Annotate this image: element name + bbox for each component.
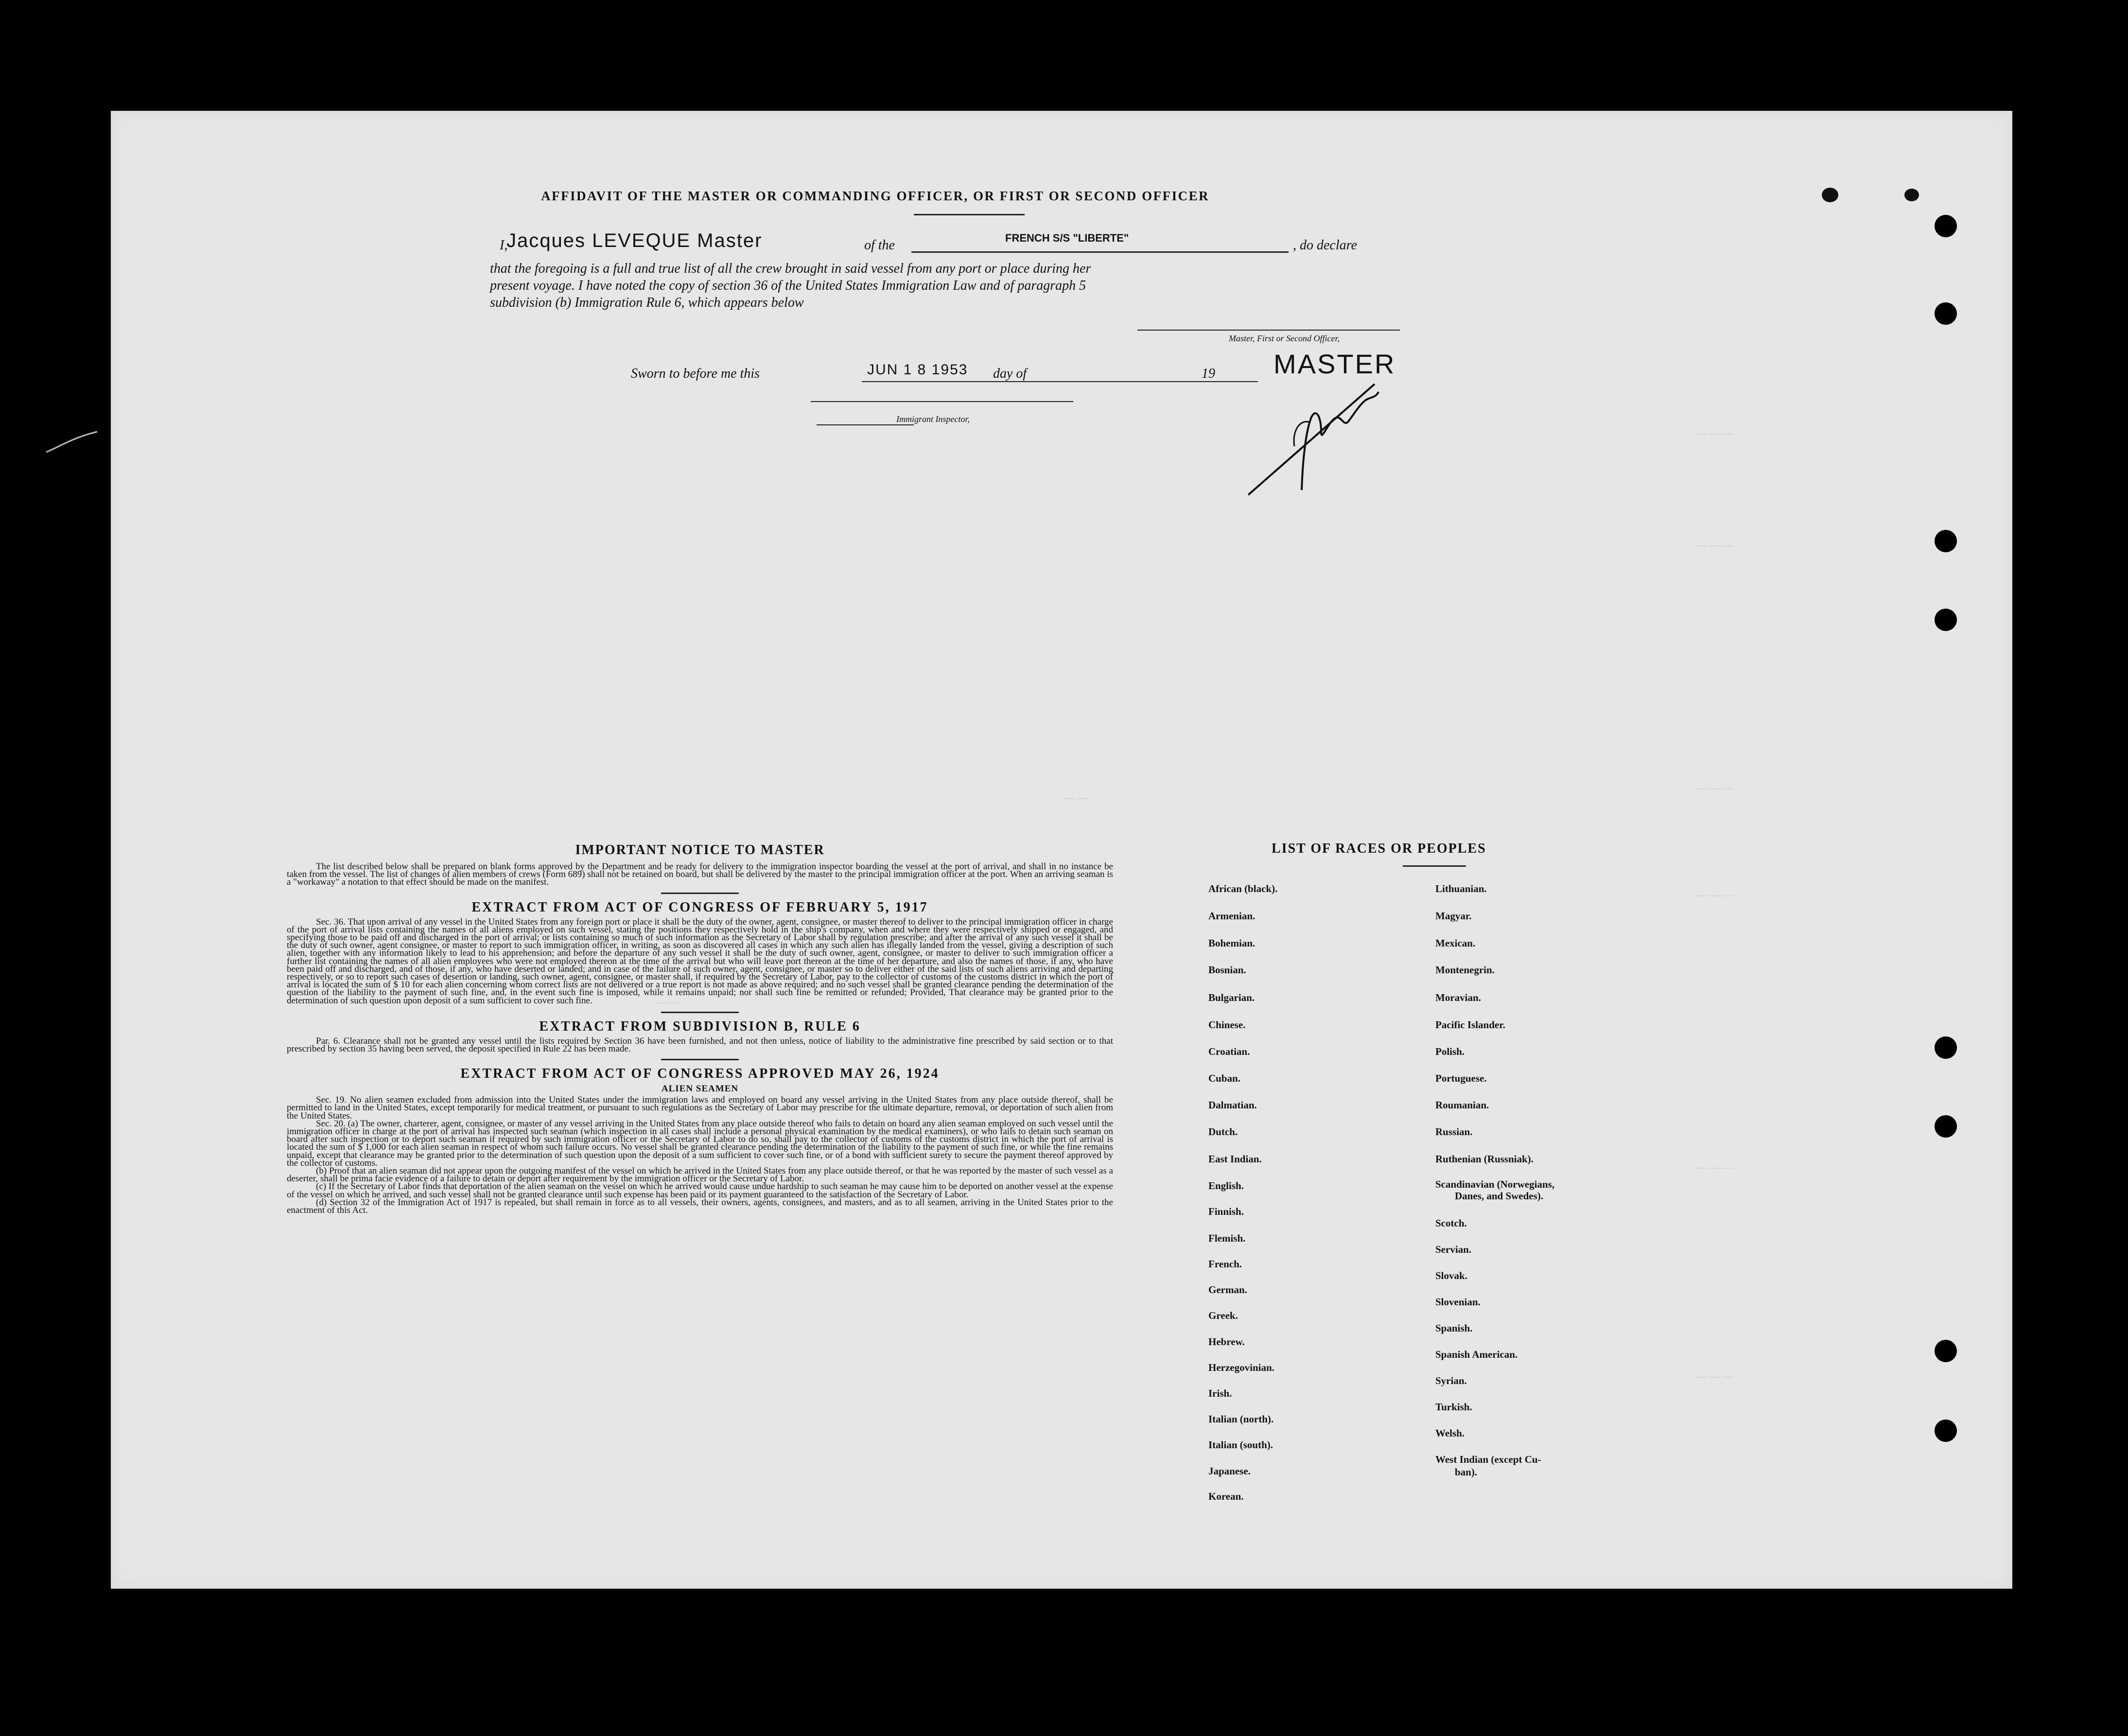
body-line: subdivision (b) Immigration Rule 6, which appears below (490, 295, 804, 310)
race-item: Chinese. (1208, 1019, 1246, 1031)
race-item: Moravian. (1435, 992, 1481, 1003)
officer-caption: Master, First or Second Officer, (1229, 333, 1340, 343)
race-item: Irish. (1208, 1387, 1232, 1399)
race-item: Syrian. (1435, 1375, 1467, 1386)
punch-hole (1935, 530, 1957, 552)
month-line (1040, 381, 1218, 382)
extract3-subheading: ALIEN SEAMEN (661, 1084, 739, 1094)
extract2-paragraph: Par. 6. Clearance shall not be granted any vessel until the lists required by Section 36 have been furnished, and not then unless, notice of liability to the administrative fine prescribed by said section or to that prescribed by section 35 having been served, the deposit specified in Rule 22 has been made. (287, 1035, 1113, 1054)
day-of-label: day of (993, 366, 1027, 381)
race-item: Finnish. (1208, 1206, 1244, 1217)
race-item: Polish. (1435, 1046, 1465, 1057)
race-item: Greek. (1208, 1310, 1238, 1321)
binding-mark (1822, 188, 1838, 202)
race-item: Bosnian. (1208, 964, 1246, 976)
affidavit-title: AFFIDAVIT OF THE MASTER OR COMMANDING OFFICER, OR FIRST OR SECOND OFFICER (541, 189, 1210, 203)
race-item: Russian. (1435, 1126, 1473, 1138)
extract2-heading: EXTRACT FROM SUBDIVISION B, RULE 6 (539, 1018, 861, 1034)
race-item: Scotch. (1435, 1217, 1467, 1229)
race-item: Bohemian. (1208, 937, 1256, 949)
title-underline (914, 214, 1025, 215)
race-item: African (black). (1208, 883, 1278, 894)
sworn-date-stamp: JUN 1 8 1953 (867, 362, 968, 378)
race-item: Flemish. (1208, 1232, 1246, 1244)
race-item: German. (1208, 1284, 1247, 1296)
year-prefix: 19 (1202, 366, 1215, 381)
race-item: Turkish. (1435, 1401, 1472, 1413)
race-item: Slovak. (1435, 1270, 1467, 1281)
divider (661, 1059, 739, 1060)
race-item: Danes, and Swedes). (1455, 1190, 1544, 1202)
divider (661, 1012, 739, 1013)
master-stamp: MASTER (1273, 349, 1396, 379)
race-item: Lithuanian. (1435, 883, 1487, 894)
race-item: East Indian. (1208, 1153, 1262, 1165)
extract1-heading: EXTRACT FROM ACT OF CONGRESS OF FEBRUARY 5, 1917 (471, 899, 928, 915)
extract3-paragraph: (c) If the Secretary of Labor finds that deportation of the alien seaman on the vessel on which he arrived would cause undue hardship to such seaman he may cause him to be deported on another vessel at the expense of the vessel on which he arrived, and such vessel shall not be granted clearance until such expense has been paid or its payment guaranteed to the satisfaction of the Secretary of Labor. (287, 1181, 1113, 1200)
master-name: Jacques LEVEQUE Master (506, 230, 763, 251)
race-item: Slovenian. (1435, 1296, 1481, 1308)
notice-paragraph: The list described below shall be prepared on blank forms approved by the Department and be ready for delivery to the immigration inspector boarding the vessel at the port of arrival, and shall in no instance be taken from the vessel. The list of changes of alien members of crews (Form 689) shall not be retained on board, but shall be delivered by the master to the principal immigration officer at the port. When an arriving seaman is a "workaway" a notation to that effect should be made on the manifest. (287, 861, 1113, 888)
vessel-name: FRENCH S/S "LIBERTE" (1005, 232, 1129, 244)
punch-hole (1935, 1340, 1957, 1362)
punch-hole (1935, 1420, 1957, 1442)
notice-heading: IMPORTANT NOTICE TO MASTER (575, 842, 825, 858)
line1-of-the: of the (864, 238, 895, 253)
race-item: Magyar. (1435, 910, 1472, 922)
race-item: Montenegrin. (1435, 964, 1495, 976)
races-divider (1403, 865, 1466, 867)
punch-hole (1935, 302, 1957, 325)
race-item: Scandinavian (Norwegians, (1435, 1178, 1555, 1190)
race-item: Servian. (1435, 1244, 1472, 1255)
binding-mark (1904, 189, 1919, 201)
race-item: Roumanian. (1435, 1099, 1489, 1111)
races-column-2 (1435, 883, 1640, 1622)
race-item: Dalmatian. (1208, 1099, 1257, 1111)
divider (661, 893, 739, 894)
race-item: Hebrew. (1208, 1336, 1245, 1348)
line1-prefix: I, (500, 238, 508, 253)
race-item: Croatian. (1208, 1046, 1250, 1057)
race-item: Pacific Islander. (1435, 1019, 1505, 1031)
extract3-paragraph: (b) Proof that an alien seaman did not appear upon the outgoing manifest of the vessel on which he arrived in the United States from any place outside thereof, or that he was reported by the master of such vessel as a deserter, shall be prima facie evidence of a failure to detain or deport after requirement by the immigration officer or the Secretary of Labor. (287, 1166, 1113, 1184)
master-signature (1248, 373, 1404, 519)
affidavit-body (490, 260, 1511, 311)
punch-hole (1935, 1115, 1957, 1138)
body-line: that the foregoing is a full and true list of all the crew brought in said vessel from any port or place during her (490, 261, 1091, 276)
races-column-1 (1208, 883, 1413, 1622)
race-item: Dutch. (1208, 1126, 1238, 1138)
race-item: Bulgarian. (1208, 992, 1255, 1003)
punch-hole (1935, 215, 1957, 237)
races-heading: LIST OF RACES OR PEOPLES (1272, 841, 1486, 856)
affidavit-line1 (500, 230, 1520, 254)
document-page: — — — — — — — — — — — — — — — — — — — — — — AFFIDAVIT OF THE MASTER OR COMMANDING OFFICER, OR FIRST OR SECOND OFFICER I, Jacques LEVEQUE Master of the FRENCH S/S "LIBERTE" , do declare that the foregoing is a full and true list of all the crew brought in said vessel from any port or place during her present voyage. I have noted the copy of section 36 of the United States Immigration Law and of paragraph 5 subdivision (b) Immigration Rule 6, which appears below Master, First or Second Officer, Sworn to before me this JUN 1 8 1953 day of 19 MASTER Immigrant Inspector, IMPORTANT NOTICE TO MASTER The list described below shall be prepared on blank forms approved by the Department and be ready for delivery to the immigration inspector boarding the vessel at the port of arrival, and shall in no instance be taken from the vessel. The list of changes of alien members of crews (Form 689) shall not be retained on board, but shall be delivered by the master to the principal immigration officer at the port. When an arriving seaman is a "workaway" a notation to that effect should be made on the manifest. EXTRACT FROM ACT OF CONGRESS OF FEBRUARY 5, 1917 Sec. 36. That upon arrival of any vessel in the United States from any foreign port or place it shall be the duty of the owner, agent, consignee, or master thereof to deliver to the principal immigration officer in charge of the port of arrival lists containing the names of all aliens employed on such vessel, stating the positions they respectively hold in the ship's company, when and where they were respectively shipped or engaged, and specifying those to be paid off and discharged in the port of arrival; or lists containing so much of such information as the Secretary of Labor shall by regulation prescribe; and after the arrival of any such vessel it shall be the duty of such owner, agent consignee, or master to report to such immigration officer, in writing, as soon as discovered all cases in which any such alien has illegally landed from the vessel, giving a description of such alien, together with any information likely to lead to his apprehension; and before the departure of any such vessel it shall be the duty of such owner, agent, consignee, or master to deliver to such immigration officer a further list containing the names of all alien employees who were not employed thereon at the time of the arrival but who will leave port thereon at the time of her departure, and also the names of those, if any, who have been paid off and discharged, and of those, if any, who have deserted or landed; and in case of the failure of such owner, agent, consignee, or master so to deliver either of the said lists of such aliens arriving and departing respectively, or so to report such cases of desertion or landing, such owner, agent, consignee, or master shall, if required by the Secretary of Labor, pay to the collector of customs of the customs district in which the port of arrival is located the sum of $ 10 for each alien concerning whom correct lists are not delivered or a true report is not made as above required; and no such vessel shall be granted clearance pending the determination of the question of the liability to the payment of such fine, and, in the event such fine is imposed, while it remains unpaid; nor shall such fine be remitted or refunded; Provided, That clearance may be granted prior to the determination of such question upon deposit of a sum sufficient to cover such fine. EXTRACT FROM SUBDIVISION B, RULE 6 Par. 6. Clearance shall not be granted any vessel until the lists required by Section 36 have been furnished, and not then unless, notice of liability to the administrative fine prescribed by said section or to that prescribed by section 35 having been served, the deposit specified in Rule 22 has been made. EXTRACT FROM ACT OF CONGRESS APPROVED MAY 26, 1924 ALIEN SEAMEN Sec. 19. No alien seamen excluded from admission into the United States under the immigration laws and employed on board any vessel arriving in the United States from any place outside thereof, shall be permitted to land in the United States, except temporarily for medical treatment, or pursuant to such regulations as the Secretary of Labor may prescribe for the ultimate departure, removal, or deportation of such alien from the United States. Sec. 20. (a) The owner, charterer, agent, consignee, or master of any vessel arriving in the United States from any place outside thereof who fails to detain on board any alien seaman employed on such vessel until the immigration officer in charge at the port of arrival has inspected such seaman (which inspection in all cases shall include a personal physical examination by the medical examiners), or who fails to detain such seaman on board after such inspection or to deport such seaman if required by such immigration officer or the Secretary of Labor to do so, shall pay to the collector of customs of the customs district in which the port of arrival is located the sum of $ 1,000 for each alien seaman in respect of whom such failure occurs. No vessel shall be granted clearance pending the determination of the liability to the payment of such fine, or while the fine remains unpaid, except that clearance may be granted prior to the determination of such question upon the deposit of a sum sufficient to cover such fine, or of a bond with sufficient surety to secure the payment thereof approved by the collector of customs. (b) Proof that an alien seaman did not appear upon the outgoing manifest of the vessel on which he arrived in the United States from any place outside thereof, or that he was reported by the master of such vessel as a deserter, shall be prima facie evidence of a failure to detain or deport after requirement by the immigration officer or the Secretary of Labor. (c) If the Secretary of Labor finds that deportation of the alien seaman on the vessel on which he arrived would cause undue hardship to such seaman he may cause him to be deported on another vessel at the expense of the vessel on which he arrived, and such vessel shall not be granted clearance until such expense has been paid or its payment guaranteed to the satisfaction of the Secretary of Labor. (d) Section 32 of the Immigration Act of 1917 is repealed, but shall remain in force as to all vessels, their owners, agents, consignees, and masters, and as to all seamen, arriving in the United States prior to the enactment of this Act. LIST OF RACES OR PEOPLES African (black). Armenian. Bohemian. Bosnian. Bulgarian. Chinese. Croatian. Cuban. Dalmatian. Dutch. East Indian. English. Finnish. Flemish. French. German. Greek. Hebrew. Herzegovinian. Irish. Italian (north). Italian (south). Japanese. Korean. Lithuanian. Magyar. Mexican. Montenegrin. Moravian. Pacific Islander. Polish. Portuguese. Roumanian. Russian. Ruthenian (Russniak). Scandinavian (Norwegians, Danes, and Swedes). Scotch. Servian. Slovak. Slovenian. Spanish. Spanish American. Syrian. Turkish. Welsh. West Indian (except Cu- ban). (111, 111, 2012, 1589)
punch-hole (1935, 1036, 1957, 1059)
race-item: Ruthenian (Russniak). (1435, 1153, 1534, 1165)
race-item: Japanese. (1208, 1465, 1251, 1477)
race-item: Armenian. (1208, 910, 1256, 922)
punch-hole (1935, 609, 1957, 631)
race-item: Cuban. (1208, 1072, 1240, 1084)
body-line: present voyage. I have noted the copy of section 36 of the United States Immigration Law and of paragraph 5 (490, 278, 1086, 293)
extract3-paragraph: Sec. 20. (a) The owner, charterer, agent, consignee, or master of any vessel arriving in the United States from any place outside thereof who fails to detain on board any alien seaman employed on such vessel until the immigration officer in charge at the port of arrival has inspected such seaman (which inspection in all cases shall include a personal physical examination by the medical examiners), or who fails to detain such seaman on board after such inspection or to deport such seaman if required by such immigration officer or the Secretary of Labor to do so, shall pay to the collector of customs of the customs district in which the port of arrival is located the sum of $ 1,000 for each alien seaman in respect of whom such failure occurs. No vessel shall be granted clearance pending the determination of the liability to the payment of such fine, or while the fine remains unpaid, except that clearance may be granted prior to the determination of such question upon the deposit of a sum sufficient to cover such fine, or of a bond with sufficient surety to secure the payment thereof approved by the collector of customs. (287, 1118, 1113, 1168)
extract1-paragraph: Sec. 36. That upon arrival of any vessel in the United States from any foreign port or place it shall be the duty of the owner, agent, consignee, or master thereof to deliver to the principal immigration officer in charge of the port of arrival lists containing the names of all aliens employed on such vessel, stating the positions they respectively hold in the ship's company, when and where they were respectively shipped or engaged, and specifying those to be paid off and discharged in the port of arrival; or lists containing so much of such information as the Secretary of Labor shall by regulation prescribe; and after the arrival of any such vessel it shall be the duty of such owner, agent consignee, or master to report to such immigration officer, in writing, as soon as discovered all cases in which any such alien has illegally landed from the vessel, giving a description of such alien, together with any information likely to lead to his apprehension; and before the departure of any such vessel it shall be the duty of such owner, agent, consignee, or master to deliver to such immigration officer a further list containing the names of all alien employees who were not employed thereon at the time of the arrival but who will leave port thereon at the time of her departure, and also the names of those, if any, who have been paid off and discharged, and of those, if any, who have deserted or landed; and in case of the failure of such owner, agent, consignee, or master so to deliver either of the said lists of such aliens arriving and departing respectively, or so to report such cases of desertion or landing, such owner, agent, consignee, or master shall, if required by the Secretary of Labor, pay to the collector of customs of the customs district in which the port of arrival is located the sum of $ 10 for each alien concerning whom correct lists are not delivered or a true report is not made as above required; and no such vessel shall be granted clearance pending the determination of the question of the liability to the payment of such fine, and, in the event such fine is imposed, while it remains unpaid; nor shall such fine be remitted or refunded; Provided, That clearance may be granted prior to the determination of such question upon deposit of a sum sufficient to cover such fine. (287, 916, 1113, 1006)
inspector-caption: Immigrant Inspector, (896, 414, 970, 424)
race-item: Welsh. (1435, 1427, 1465, 1439)
inspector-short-line (817, 424, 914, 425)
inspector-signature-line (811, 401, 1073, 402)
notice-section (287, 842, 1113, 1214)
vessel-line (911, 251, 1289, 253)
officer-signature-line (1137, 330, 1400, 331)
race-item: Portuguese. (1435, 1072, 1487, 1084)
line1-suffix: , do declare (1293, 238, 1357, 253)
race-item: ban). (1455, 1466, 1478, 1478)
race-item: French. (1208, 1258, 1242, 1270)
race-item: Mexican. (1435, 937, 1476, 949)
race-item: English. (1208, 1180, 1244, 1192)
sworn-prefix: Sworn to before me this (631, 366, 760, 381)
extract3-heading: EXTRACT FROM ACT OF CONGRESS APPROVED MAY 26, 1924 (460, 1066, 940, 1082)
race-item: Italian (north). (1208, 1413, 1274, 1425)
race-item: Korean. (1208, 1491, 1244, 1502)
race-item: Spanish American. (1435, 1349, 1518, 1360)
extract3-paragraph: (d) Section 32 of the Immigration Act of 1917 is repealed, but shall remain in force as to all vessels, their owners, agents, consignees, and masters, and as to all seamen, arriving in the United States prior to the enactment of this Act. (287, 1197, 1113, 1216)
race-item: Italian (south). (1208, 1439, 1273, 1451)
margin-mark (44, 428, 102, 457)
extract3-paragraph: Sec. 19. No alien seamen excluded from admission into the United States under the immigration laws and employed on board any vessel arriving in the United States from any place outside thereof, shall be permitted to land in the United States, except temporarily for medical treatment, or pursuant to such regulations as the Secretary of Labor may prescribe for the ultimate departure, removal, or deportation of such alien from the United States. (287, 1095, 1113, 1121)
race-item: Herzegovinian. (1208, 1362, 1274, 1373)
race-item: West Indian (except Cu- (1435, 1454, 1541, 1465)
race-item: Spanish. (1435, 1322, 1473, 1334)
